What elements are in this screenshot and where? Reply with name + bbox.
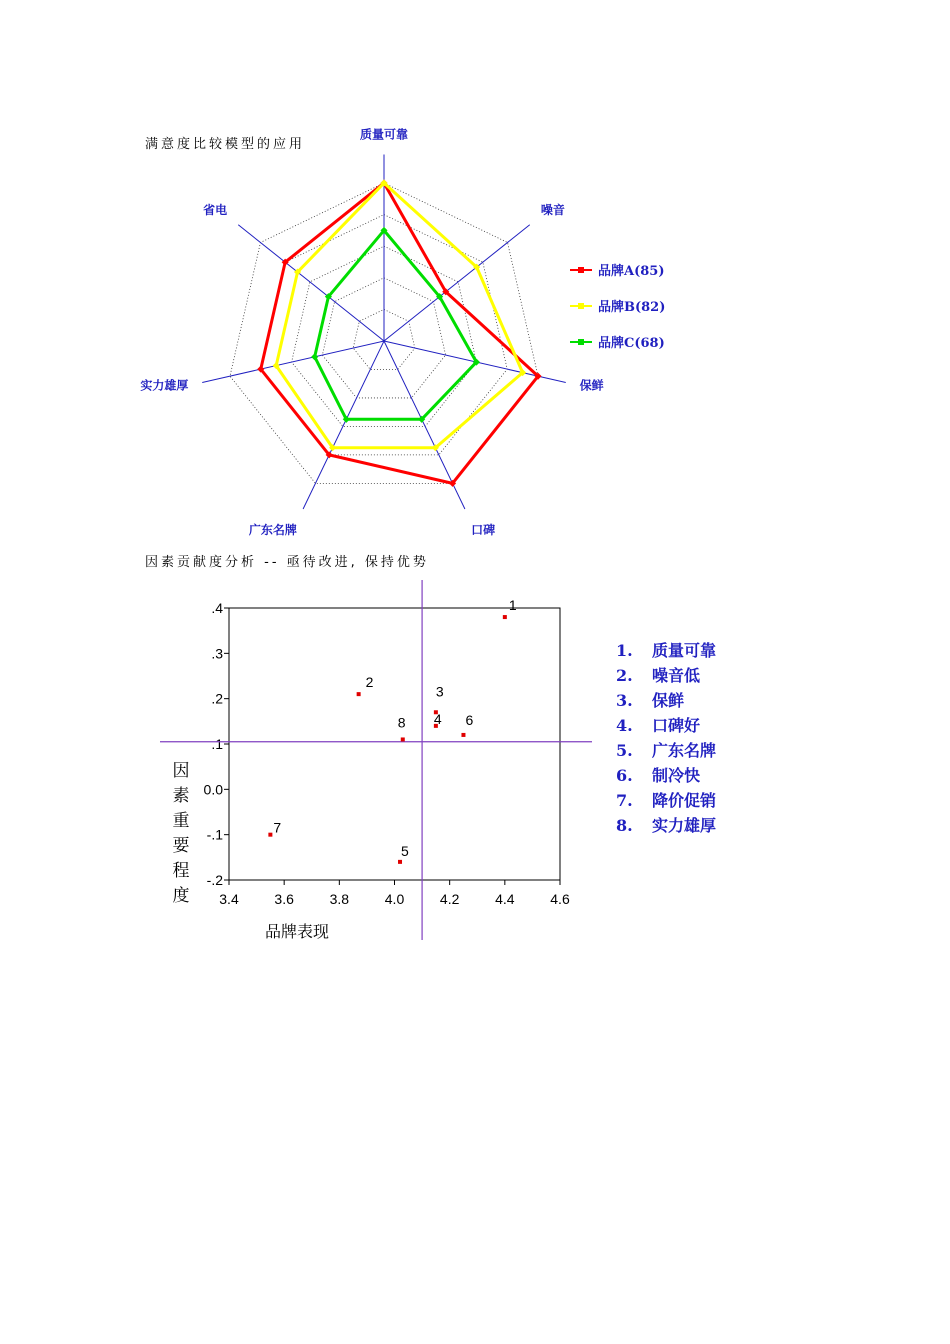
- scatter-x-tick-label: 3.8: [329, 891, 350, 907]
- scatter-x-axis-label: 品牌表现: [264, 922, 330, 941]
- scatter-y-tick-label: .4: [211, 600, 223, 616]
- scatter-x-tick-label: 4.4: [495, 891, 515, 907]
- scatter-x-tick-label: 4.2: [439, 891, 460, 907]
- scatter-y-tick-label: .1: [211, 736, 223, 752]
- factor-legend-item: 8. 实力雄厚: [616, 816, 717, 835]
- radar-axis-label: 保鲜: [579, 378, 604, 393]
- scatter-data-point: [503, 615, 507, 619]
- scatter-x-tick-label: 4.0: [384, 891, 405, 907]
- scatter-y-tick-label: -.1: [206, 826, 223, 843]
- radar-axis-label: 实力雄厚: [140, 378, 189, 393]
- factor-legend-item: 5. 广东名牌: [616, 741, 717, 760]
- scatter-y-axis-label-char: 要: [172, 836, 190, 856]
- scatter-y-axis-label-char: 度: [172, 886, 190, 906]
- scatter-x-tick-label: 4.6: [550, 891, 570, 907]
- factor-legend: [616, 638, 716, 838]
- scatter-data-point: [268, 833, 272, 837]
- radar-axis-line: [202, 341, 384, 382]
- scatter-data-point: [398, 860, 402, 864]
- radar-axis-label: 噪音: [540, 202, 565, 217]
- radar-legend-label: 品牌C(68): [598, 336, 665, 351]
- radar-axis-label: 质量可靠: [359, 127, 409, 142]
- factor-legend-item: 6. 制冷快: [616, 766, 701, 785]
- scatter-y-axis-label-char: 因: [172, 761, 190, 781]
- scatter-plot-frame: [229, 608, 560, 880]
- radar-axis-label: 口碑: [471, 522, 496, 537]
- scatter-y-axis-label-char: 重: [172, 811, 190, 831]
- scatter-point-label: 8: [397, 714, 406, 731]
- radar-series-line: [261, 183, 538, 483]
- scatter-point-label: 7: [273, 819, 282, 836]
- scatter-data-point: [357, 692, 361, 696]
- radar-axis-label: 省电: [203, 202, 228, 217]
- scatter-chart: [150, 580, 610, 950]
- scatter-data-point: [461, 733, 465, 737]
- factor-legend-item: 4. 口碑好: [616, 716, 701, 735]
- radar-series-line: [276, 183, 522, 448]
- radar-legend-marker: [578, 267, 584, 273]
- scatter-y-tick-label: .3: [211, 645, 223, 662]
- radar-legend-marker: [578, 339, 584, 345]
- radar-series-line: [315, 230, 477, 419]
- factor-legend-item: 1. 质量可靠: [616, 641, 717, 660]
- scatter-y-axis-label-char: 程: [172, 861, 190, 881]
- scatter-point-label: 1: [508, 597, 517, 614]
- scatter-x-tick-label: 3.6: [274, 891, 294, 907]
- scatter-point-label: 5: [401, 842, 409, 859]
- scatter-data-point: [401, 737, 405, 741]
- radar-axis-label: 广东名牌: [248, 522, 297, 537]
- radar-legend-label: 品牌A(85): [598, 264, 665, 279]
- factor-legend-item: 7. 降价促销: [616, 791, 717, 810]
- scatter-point-label: 2: [365, 674, 374, 691]
- scatter-y-tick-label: .2: [211, 690, 223, 707]
- radar-axis-line: [384, 225, 530, 341]
- radar-section-title: 满意度比较模型的应用: [145, 137, 306, 152]
- scatter-point-label: 4: [433, 710, 442, 727]
- factor-legend-item: 2. 噪音低: [616, 666, 701, 685]
- scatter-point-label: 6: [465, 711, 474, 728]
- radar-legend-marker: [578, 303, 584, 309]
- factor-legend-item: 3. 保鲜: [616, 691, 685, 710]
- radar-legend-label: 品牌B(82): [598, 300, 666, 315]
- scatter-y-tick-label: 0.0: [203, 781, 223, 798]
- scatter-x-tick-label: 3.4: [219, 891, 239, 907]
- scatter-y-axis-label-char: 素: [172, 786, 190, 806]
- scatter-point-label: 3: [435, 683, 444, 700]
- scatter-section-title: 因素贡献度分析 -- 亟待改进, 保持优势: [145, 555, 429, 570]
- scatter-y-tick-label: -.2: [206, 872, 223, 888]
